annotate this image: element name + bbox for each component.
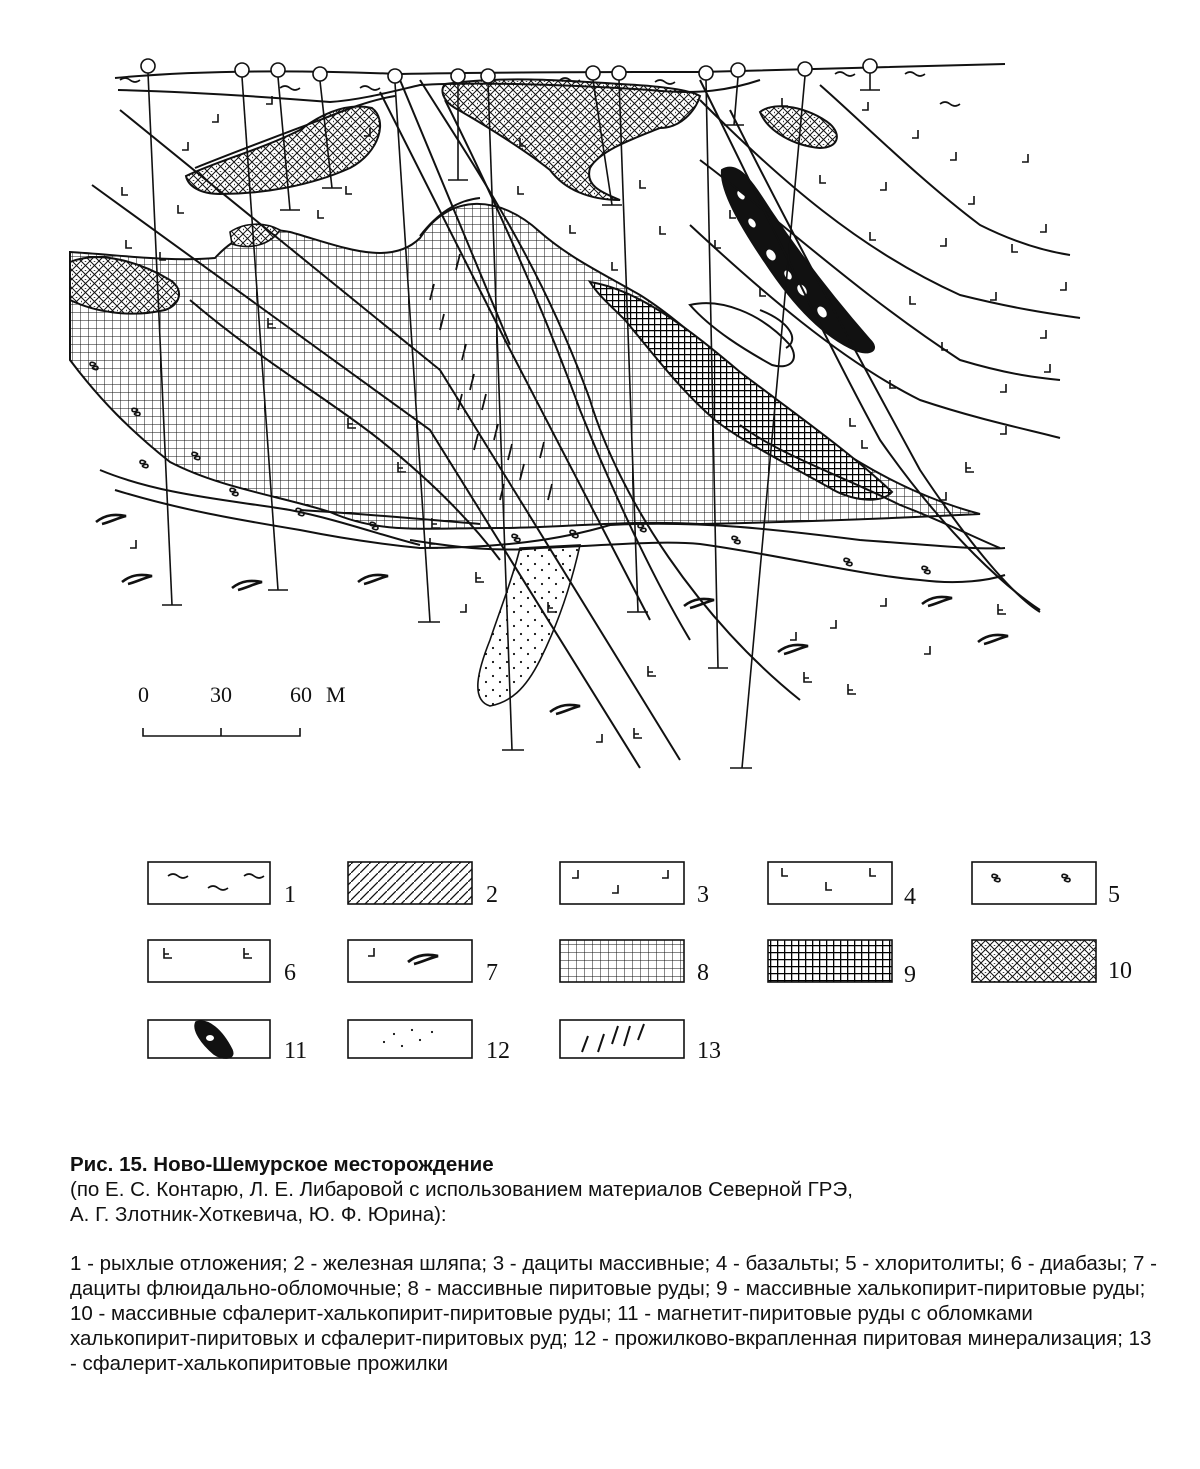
sphalerite-ore-body-upper-left — [186, 107, 380, 194]
scale-tick-60: 60 — [290, 682, 312, 707]
caption-subtitle-line2: А. Г. Злотник-Хоткевича, Ю. Ф. Юрина): — [70, 1203, 447, 1226]
legend-num-13: 13 — [697, 1038, 721, 1064]
sphalerite-ore-body-top — [442, 79, 700, 200]
legend-item-2 — [348, 862, 472, 904]
legend-num-6: 6 — [284, 960, 296, 986]
legend-num-7: 7 — [486, 960, 498, 986]
legend-item-3 — [560, 862, 684, 904]
legend-num-8: 8 — [697, 960, 709, 986]
caption-legend-text: 1 - рыхлые отложения; 2 - железная шляпа; 3 - дациты массивные; 4 - базальты; 5 - хлоритолиты; 6 - диабазы; 7 - дациты флюидально-обломочные; 8 - массивные пиритовые руды; 9 - массивные халькопирит-пиритовые руды; 10 - массивные сфалерит-халькопирит-пиритовые руды; 11 - магнетит-пиритовые руды с обломками халькопирит-пиритовых и сфалерит-пиритовых руд; 12 - прожилково-вкрапленная пиритовая минерализация; 13 - сфалерит-халькопиритовые прожилки — [70, 1252, 1157, 1375]
scale-tick-0: 0 — [138, 682, 149, 707]
legend-num-1: 1 — [284, 882, 296, 908]
caption-subtitle-line1: (по Е. С. Контарю, Л. Е. Либаровой с использованием материалов Северной ГРЭ, — [70, 1178, 853, 1201]
legend-item-13 — [560, 1020, 684, 1058]
disseminated-pyrite-zone — [478, 545, 580, 706]
legend-item-4 — [768, 862, 892, 904]
legend-item-11 — [148, 1020, 270, 1058]
caption-subtitle — [70, 1177, 1160, 1227]
legend-num-2: 2 — [486, 882, 498, 908]
legend-num-3: 3 — [697, 882, 709, 908]
ore-bodies — [70, 79, 980, 706]
legend-item-1 — [148, 862, 270, 904]
legend-item-5 — [972, 862, 1096, 904]
scale-bar — [138, 682, 346, 736]
legend-item-12 — [348, 1020, 472, 1058]
legend-num-11: 11 — [284, 1038, 308, 1064]
legend-item-8 — [560, 940, 684, 982]
figure-caption — [70, 1152, 1160, 1376]
legend-num-4: 4 — [904, 884, 916, 910]
legend-item-7 — [348, 940, 472, 982]
legend — [0, 840, 1200, 1070]
scale-tick-30: 30 — [210, 682, 232, 707]
legend-num-12: 12 — [486, 1038, 510, 1064]
caption-title: Рис. 15. Ново-Шемурское месторождение — [70, 1153, 494, 1176]
legend-item-10 — [972, 940, 1096, 982]
drill-hole — [860, 59, 880, 90]
legend-num-5: 5 — [1108, 882, 1120, 908]
drill-hole — [724, 63, 745, 125]
legend-item-6 — [148, 940, 270, 982]
scale-unit: М — [326, 682, 346, 707]
legend-num-9: 9 — [904, 962, 916, 988]
legend-item-9 — [768, 940, 892, 982]
legend-num-10: 10 — [1108, 958, 1132, 984]
